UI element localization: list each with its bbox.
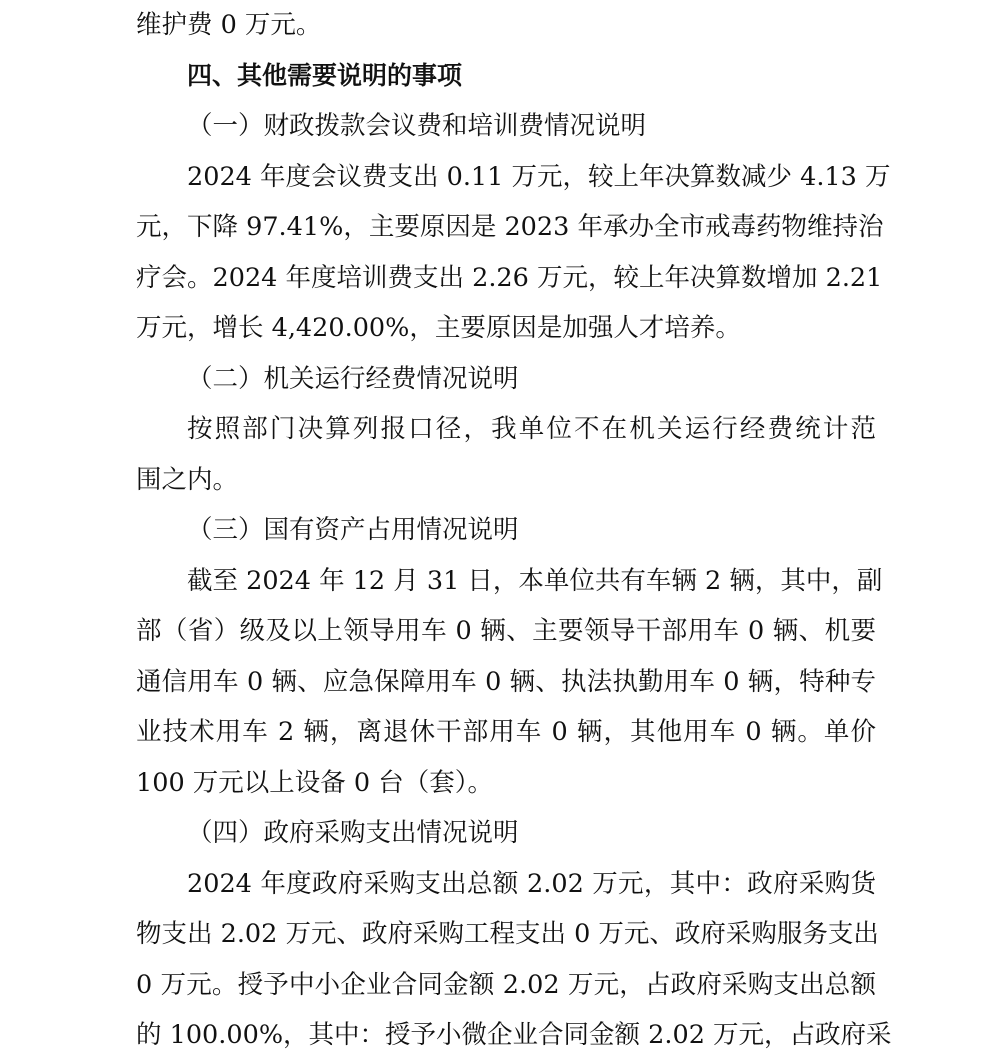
body-line: 2024 年度会议费支出 0.11 万元，较上年决算数减少 4.13 万 xyxy=(187,161,891,192)
body-line: 元，下降 97.41%，主要原因是 2023 年承办全市戒毒药物维持治 xyxy=(136,212,884,242)
body-line: 按照部门决算列报口径，我单位不在机关运行经费统计范 xyxy=(187,414,876,444)
body-line: 部（省）级及以上领导用车 0 辆、主要领导干部用车 0 辆、机要 xyxy=(136,616,876,646)
subsection-heading: （三）国有资产占用情况说明 xyxy=(187,515,519,545)
subsection-heading: （一）财政拨款会议费和培训费情况说明 xyxy=(187,111,647,141)
body-line: 围之内。 xyxy=(136,464,239,495)
body-line: 疗会。2024 年度培训费支出 2.26 万元，较上年决算数增加 2.21 xyxy=(136,262,883,293)
section-heading: 四、其他需要说明的事项 xyxy=(187,60,463,90)
subsection-heading: （二）机关运行经费情况说明 xyxy=(187,363,519,394)
body-line: 截至 2024 年 12 月 31 日，本单位共有车辆 2 辆，其中，副 xyxy=(187,565,883,596)
body-line: 的 100.00%，其中：授予小微企业合同金额 2.02 万元，占政府采 xyxy=(136,1020,892,1050)
body-line: 2024 年度政府采购支出总额 2.02 万元，其中：政府采购货 xyxy=(187,868,876,899)
body-line: 业技术用车 2 辆，离退休干部用车 0 辆，其他用车 0 辆。单价 xyxy=(136,717,876,747)
body-line: 维护费 0 万元。 xyxy=(136,10,322,40)
body-line: 0 万元。授予中小企业合同金额 2.02 万元，占政府采购支出总额 xyxy=(136,969,876,1000)
body-line: 物支出 2.02 万元、政府采购工程支出 0 万元、政府采购服务支出 xyxy=(136,919,879,949)
body-line: 100 万元以上设备 0 台（套）。 xyxy=(136,767,493,798)
document-page xyxy=(136,0,892,1061)
body-line: 通信用车 0 辆、应急保障用车 0 辆、执法执勤用车 0 辆，特种专 xyxy=(136,666,876,697)
subsection-heading: （四）政府采购支出情况说明 xyxy=(187,818,519,848)
body-line: 万元，增长 4,420.00%，主要原因是加强人才培养。 xyxy=(136,313,741,343)
